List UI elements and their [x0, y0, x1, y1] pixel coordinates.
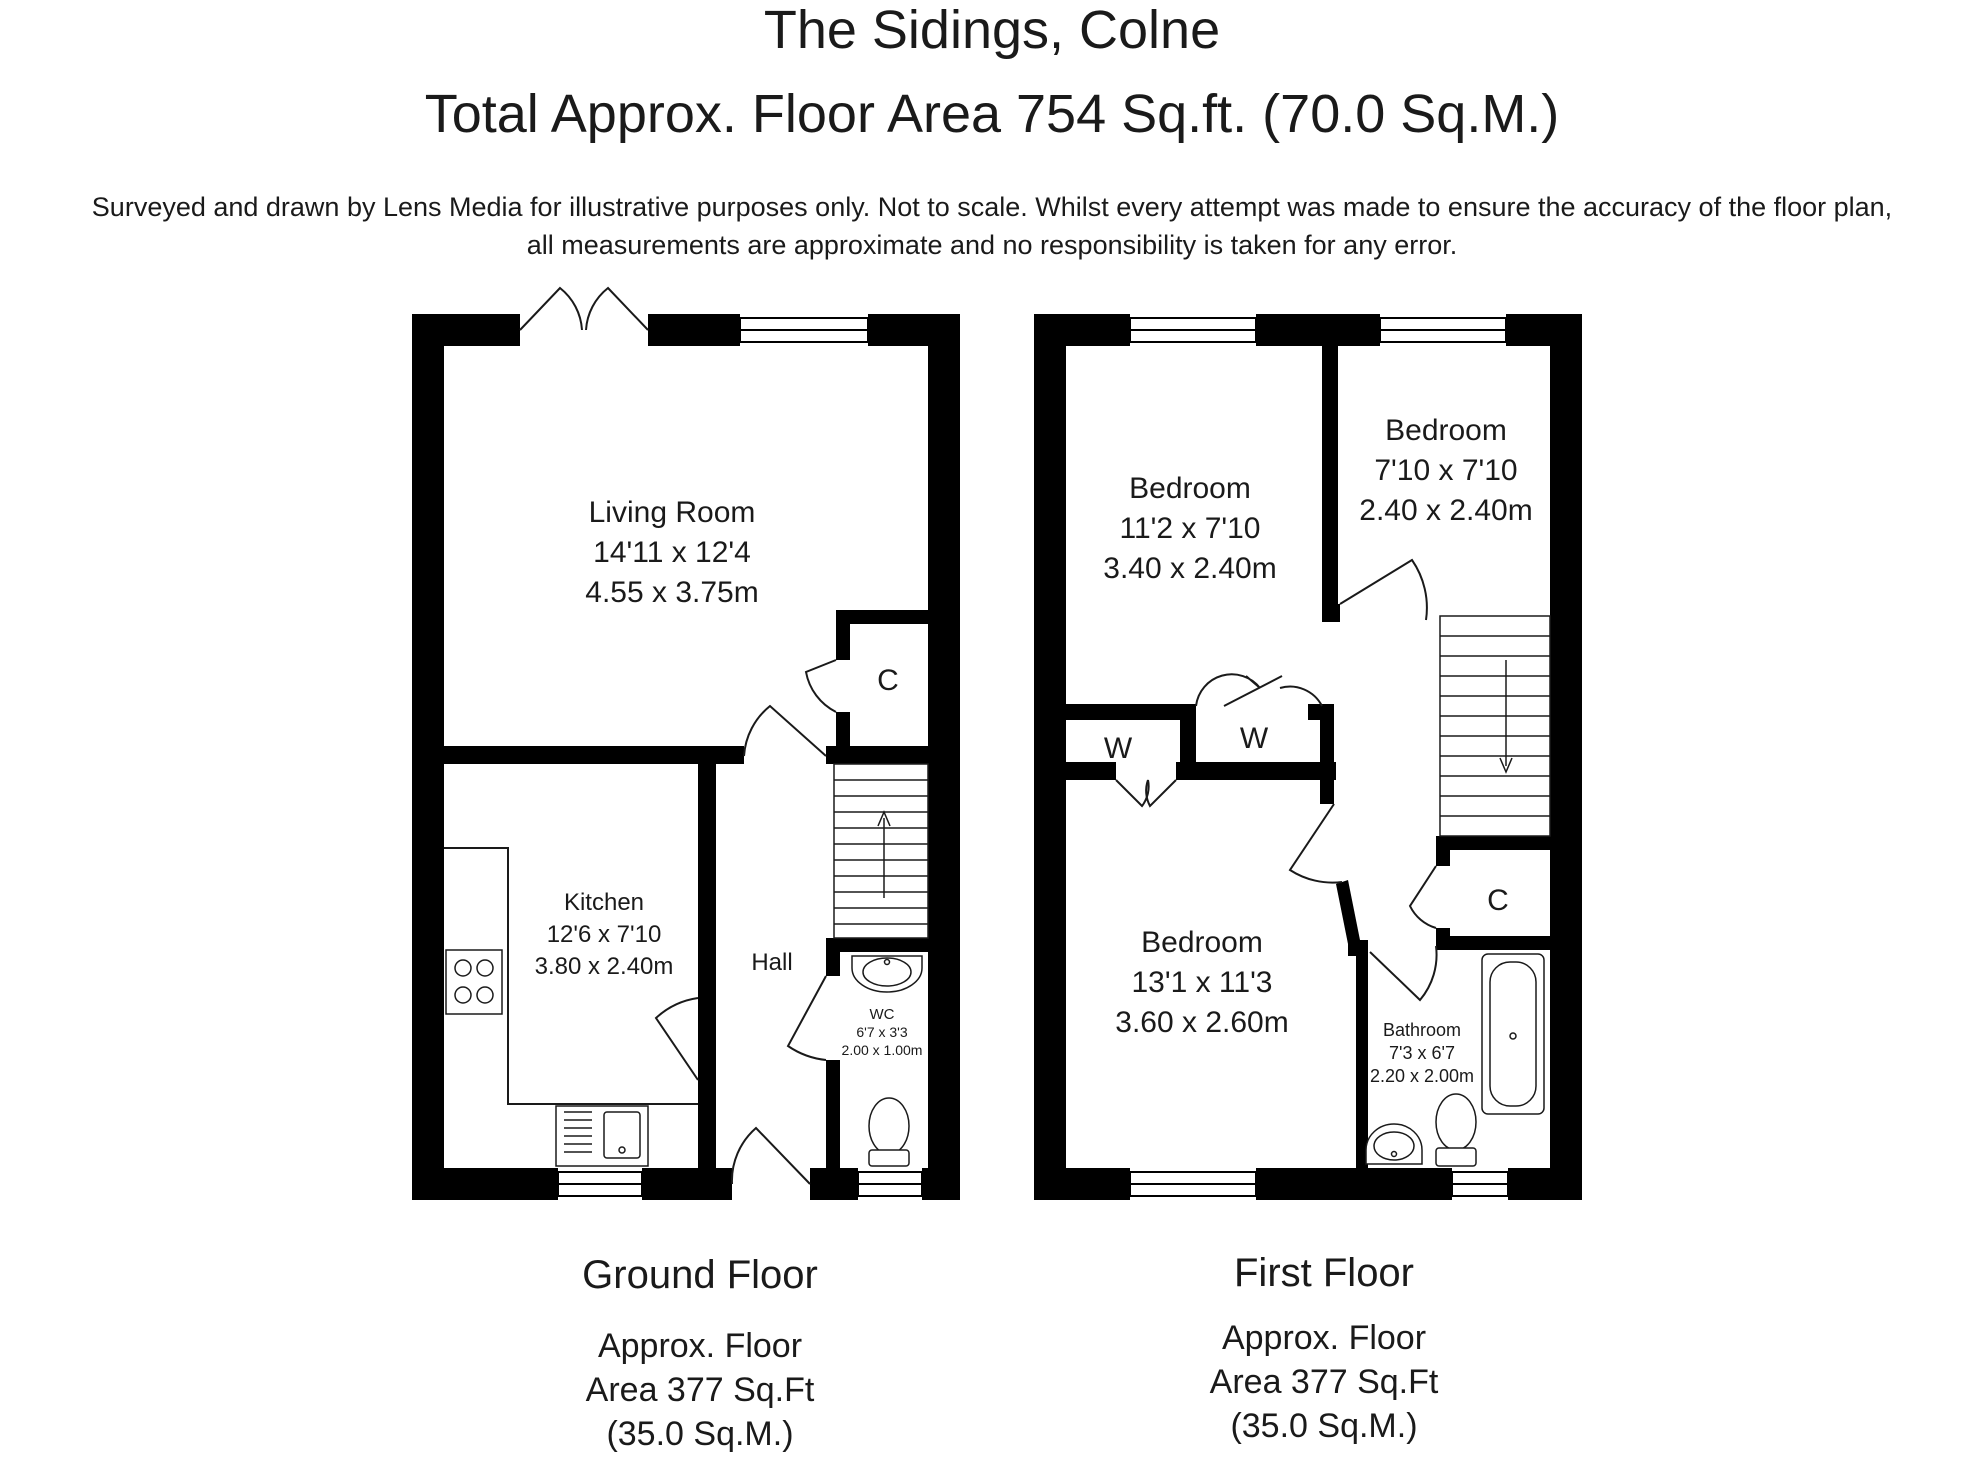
wardrobe2-name: W: [1239, 722, 1269, 755]
bedroom3-metric: 3.60 x 2.60m: [1115, 1006, 1289, 1039]
hob-icon: [446, 950, 502, 1014]
bedroom2-imperial: 7'10 x 7'10: [1374, 454, 1518, 487]
sink-icon: [556, 1106, 648, 1166]
bedroom1-metric: 3.40 x 2.40m: [1103, 552, 1277, 585]
bedroom3-name: Bedroom: [1141, 926, 1263, 959]
ground-interior-walls: [444, 610, 928, 1168]
bedroom1-imperial: 11'2 x 7'10: [1119, 512, 1261, 545]
wc-imperial: 6'7 x 3'3: [856, 1024, 908, 1040]
ground-cupboard-name: C: [877, 664, 899, 697]
first-floor-name: First Floor: [1234, 1251, 1414, 1295]
bathroom-imperial: 7'3 x 6'7: [1389, 1043, 1455, 1063]
wardrobe1-name: W: [1103, 732, 1133, 765]
bedroom1-name: Bedroom: [1129, 472, 1251, 505]
first-cupboard-name: C: [1487, 884, 1509, 917]
wc-name: WC: [869, 1006, 895, 1023]
living-room-name: Living Room: [588, 496, 756, 529]
ground-floor-name: Ground Floor: [582, 1253, 818, 1297]
bathroom-toilet-icon: [1436, 1094, 1476, 1166]
first-stairs: [1440, 616, 1550, 836]
wc-metric: 2.00 x 1.00m: [841, 1042, 923, 1058]
ground-floor-area-line2: Area 377 Sq.Ft: [585, 1371, 815, 1409]
ground-stairs: [834, 764, 928, 938]
hall-name: Hall: [751, 949, 793, 976]
ground-doors: [520, 288, 836, 1184]
bathroom-basin-icon: [1366, 1124, 1422, 1164]
ground-floor-plan: [412, 288, 960, 1200]
basin-icon: [852, 956, 922, 992]
page-title: The Sidings, Colne: [763, 0, 1221, 60]
toilet-icon: [869, 1098, 909, 1166]
bedroom2-metric: 2.40 x 2.40m: [1359, 494, 1533, 527]
kitchen-imperial: 12'6 x 7'10: [546, 921, 662, 948]
first-floor-area-line2: Area 377 Sq.Ft: [1209, 1363, 1439, 1401]
kitchen-metric: 3.80 x 2.40m: [534, 953, 674, 980]
bathroom-name: Bathroom: [1382, 1020, 1462, 1040]
disclaimer-line-1: Surveyed and drawn by Lens Media for illustrative purposes only. Not to scale. Whilst every attempt was made to ensure the accuracy of the floor plan,: [91, 192, 1893, 222]
living-room-imperial: 14'11 x 12'4: [593, 536, 751, 569]
first-floor-plan: [1034, 314, 1582, 1200]
first-floor-area-line1: Approx. Floor: [1221, 1319, 1427, 1357]
total-area: Total Approx. Floor Area 754 Sq.ft. (70.0 Sq.M.): [424, 84, 1560, 144]
first-floor-area-line3: (35.0 Sq.M.): [1230, 1407, 1418, 1445]
bedroom3-imperial: 13'1 x 11'3: [1131, 966, 1273, 999]
ground-floor-area-line1: Approx. Floor: [597, 1327, 803, 1365]
bathroom-metric: 2.20 x 2.00m: [1369, 1066, 1475, 1086]
bath-icon: [1482, 954, 1544, 1114]
kitchen-name: Kitchen: [563, 889, 645, 916]
bedroom2-name: Bedroom: [1385, 414, 1507, 447]
disclaimer-line-2: all measurements are approximate and no responsibility is taken for any error.: [526, 230, 1458, 260]
ground-floor-area-line3: (35.0 Sq.M.): [606, 1415, 794, 1453]
living-room-metric: 4.55 x 3.75m: [585, 576, 759, 609]
